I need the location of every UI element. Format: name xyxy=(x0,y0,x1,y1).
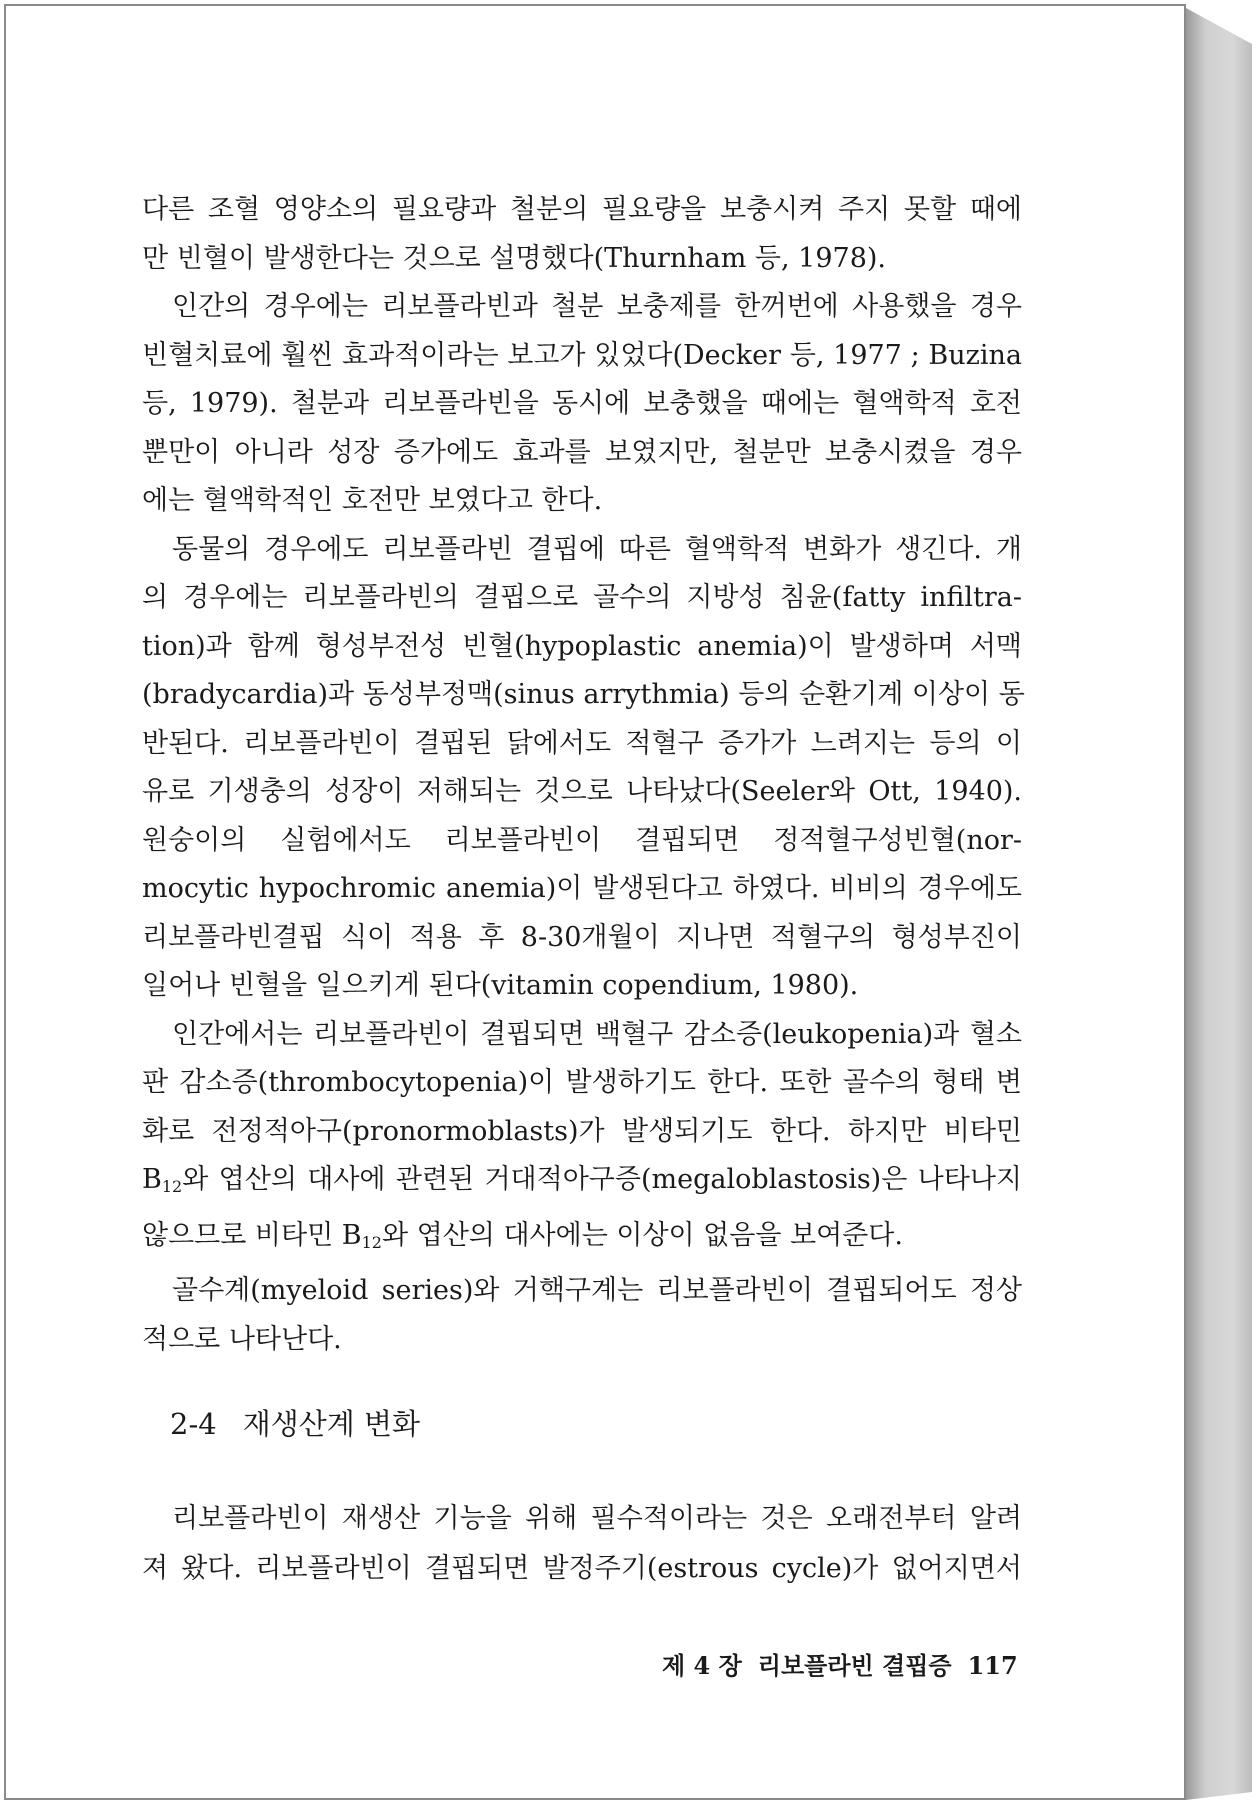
text-line: 동물의 경우에도 리보플라빈 결핍에 따른 혈액학적 변화가 생긴다. 개 xyxy=(172,533,1022,565)
text-line: 리보플라빈이 재생산 기능을 위해 필수적이라는 것은 오래전부터 알려 xyxy=(172,1503,1022,1534)
text-line: 유로 기생충의 성장이 저해되는 것으로 나타났다(Seeler와 Ott, 1940). xyxy=(142,776,1022,807)
text-segment: 와 엽산의 대사에는 이상이 없음을 보여준다. xyxy=(381,1219,903,1251)
text-line: 인간의 경우에는 리보플라빈과 철분 보충제를 한꺼번에 사용했을 경우 xyxy=(172,291,1022,322)
text-line: 뿐만이 아니라 성장 증가에도 효과를 보였지만, 철분만 보충시켰을 경우 xyxy=(142,436,1022,468)
main-text-continued xyxy=(142,1494,1022,1594)
paragraph-4 xyxy=(142,1011,1022,1268)
section-title: 재생산계 변화 xyxy=(242,1407,421,1441)
footer-chapter: 제 4 장 xyxy=(662,1651,742,1680)
text-line: 의 경우에는 리보플라빈의 결핍으로 골수의 지방성 침윤(fatty infiltra- xyxy=(142,582,1022,613)
paragraph-5 xyxy=(142,1267,1022,1364)
text-line: tion)과 함께 형성부전성 빈혈(hypoplastic anemia)이 발생하며 서맥 xyxy=(142,630,1022,662)
text-line: 인간에서는 리보플라빈이 결핍되면 백혈구 감소증(leukopenia)과 혈소 xyxy=(172,1018,1022,1050)
book-page xyxy=(4,4,1186,1800)
text-line: 빈혈치료에 훨씬 효과적이라는 보고가 있었다(Decker 등, 1977 ; Buzina xyxy=(142,339,1022,371)
main-text xyxy=(142,186,1025,1364)
running-footer xyxy=(646,1646,1018,1681)
text-line: 일어나 빈혈을 일으키게 된다(vitamin copendium, 1980). xyxy=(142,970,859,1001)
text-segment: 않으므로 비타민 B xyxy=(142,1219,362,1251)
paragraph-1 xyxy=(142,186,1022,283)
text-line xyxy=(142,1212,1022,1268)
text-line: 다른 조혈 영양소의 필요량과 철분의 필요량을 보충시켜 주지 못할 때에 xyxy=(142,194,1022,225)
text-line: (bradycardia)과 동성부정맥(sinus arrythmia) 등의 순환기계 이상이 동 xyxy=(142,679,1025,710)
text-line: 골수계(myeloid series)와 거핵구계는 리보플라빈이 결핍되어도 정상 xyxy=(172,1275,1022,1306)
page-number: 117 xyxy=(967,1651,1018,1680)
text-line: 원숭이의 실험에서도 리보플라빈이 결핍되면 정적혈구성빈혈(nor- xyxy=(142,824,1022,856)
text-segment: 와 엽산의 대사에 관련된 거대적아구증(megaloblastosis)은 나타나지 xyxy=(182,1164,1022,1195)
text-line: 리보플라빈결핍 식이 적용 후 8-30개월이 지나면 적혈구의 형성부진이 xyxy=(142,921,1022,953)
section-number: 2-4 xyxy=(170,1407,217,1441)
subscript: 12 xyxy=(161,1177,183,1196)
footer-title: 리보플라빈 결핍증 xyxy=(757,1651,952,1680)
page-edge-shadow xyxy=(1186,8,1252,1800)
text-line: 등, 1979). 철분과 리보플라빈을 동시에 보충했을 때에는 혈액학적 호전 xyxy=(142,388,1022,419)
text-line: 반된다. 리보플라빈이 결핍된 닭에서도 적혈구 증가가 느려지는 등의 이 xyxy=(142,727,1022,759)
text-line: 져 왔다. 리보플라빈이 결핍되면 발정주기(estrous cycle)가 없어지면서 xyxy=(142,1553,1022,1584)
paragraph-3 xyxy=(142,526,1025,1011)
paragraph-2 xyxy=(142,283,1022,526)
text-line: mocytic hypochromic anemia)이 발생된다고 하였다. 비비의 경우에도 xyxy=(142,873,1022,904)
text-line: 에는 혈액학적인 호전만 보였다고 한다. xyxy=(142,485,603,516)
text-line: 만 빈혈이 발생한다는 것으로 설명했다(Thurnham 등, 1978). xyxy=(142,242,887,274)
section-heading xyxy=(170,1402,420,1443)
text-line: 적으로 나타난다. xyxy=(142,1323,342,1355)
text-line: 판 감소증(thrombocytopenia)이 발생하기도 한다. 또한 골수의 형태 변 xyxy=(142,1067,1022,1098)
text-line: 화로 전정적아구(pronormoblasts)가 발생되기도 한다. 하지만 비타민 xyxy=(142,1115,1022,1147)
text-line xyxy=(142,1156,1022,1212)
text-segment: B xyxy=(142,1164,162,1195)
subscript: 12 xyxy=(361,1232,382,1252)
